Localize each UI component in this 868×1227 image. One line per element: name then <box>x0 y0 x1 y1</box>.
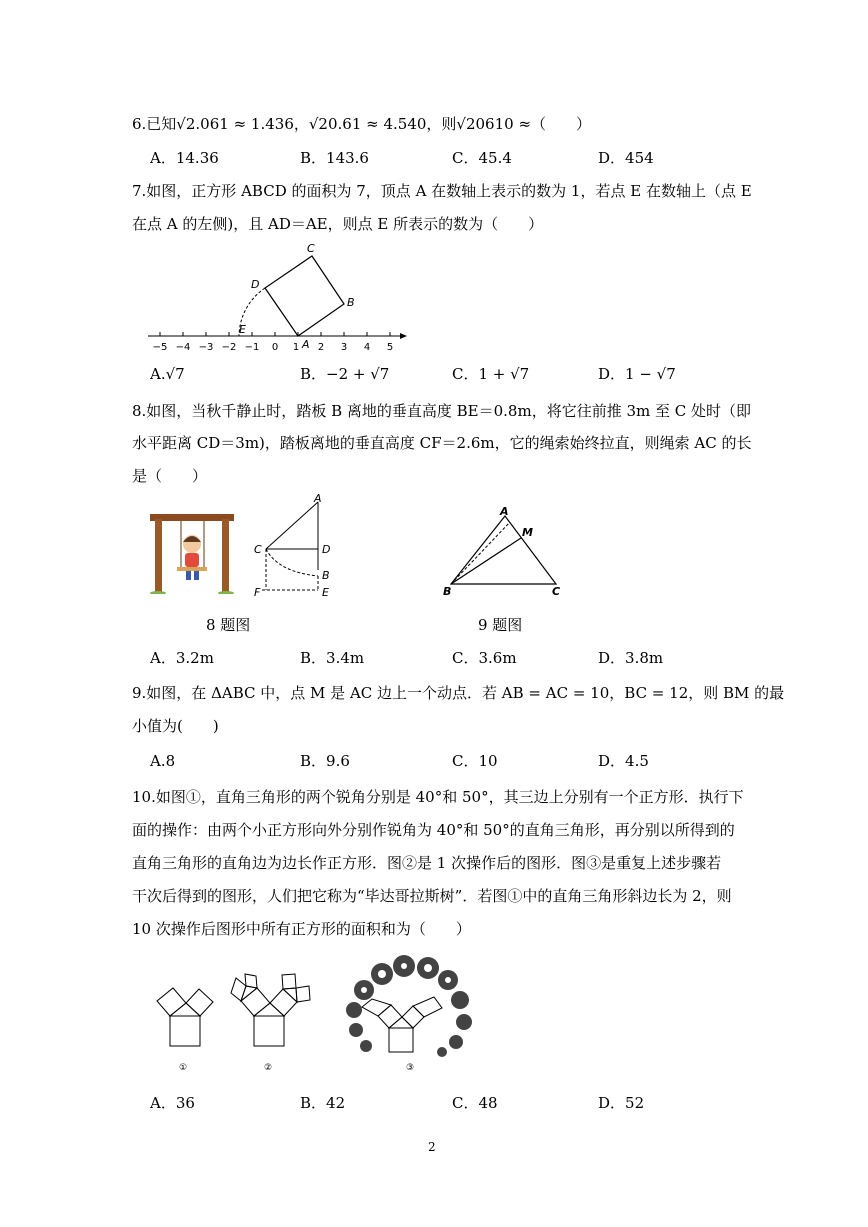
q9-option-b[interactable]: B．9.6 <box>300 752 350 770</box>
arc-c-to-b <box>266 549 318 576</box>
axis-arrow <box>400 333 407 339</box>
q8-line3: 是（ ） <box>132 467 208 485</box>
figure-1-label: ① <box>179 1063 188 1073</box>
tick-label: 2 <box>317 342 325 353</box>
point-d-label: D <box>322 543 331 556</box>
point-e-label: E <box>322 586 329 599</box>
square-abcd <box>265 256 344 336</box>
fig8-caption: 8 题图 <box>206 616 251 634</box>
q7-option-c[interactable]: C．1 + √7 <box>452 365 530 383</box>
q10-option-b[interactable]: B．42 <box>300 1094 346 1112</box>
tick-label: 4 <box>363 342 371 353</box>
q7-option-d[interactable]: D．1 − √7 <box>598 365 676 383</box>
tick-label: −3 <box>198 342 214 353</box>
tick-label: −5 <box>152 342 168 353</box>
q9-option-a[interactable]: A.8 <box>150 752 176 770</box>
q6-option-d[interactable]: D．454 <box>598 149 654 167</box>
swing-illustration <box>150 508 234 594</box>
q8-option-d[interactable]: D．3.8m <box>598 649 664 667</box>
q10-line5: 10 次操作后图形中所有正方形的面积和为（ ） <box>132 920 471 938</box>
page-number: 2 <box>428 1140 436 1154</box>
q9-option-d[interactable]: D．4.5 <box>598 752 649 770</box>
q8-option-a[interactable]: A．3.2m <box>150 649 214 667</box>
pythagoras-figure-1 <box>150 978 220 1074</box>
q8-option-c[interactable]: C．3.6m <box>452 649 517 667</box>
altitude-dashed <box>451 522 510 584</box>
q9-options <box>150 751 750 771</box>
axis-ticks <box>160 332 390 336</box>
point-f-label: F <box>254 586 261 599</box>
q7-options <box>150 364 750 384</box>
q9-line2: 小值为( ) <box>132 717 219 735</box>
q10-option-c[interactable]: C．48 <box>452 1094 498 1112</box>
q7-number-line-figure <box>145 236 410 360</box>
q7-line2: 在点 A 的左侧)，且 AD＝AE，则点 E 所表示的数为（ ） <box>132 215 544 233</box>
pythagoras-figure-3 <box>342 952 482 1076</box>
point-c-label: C <box>254 543 262 556</box>
segment-bm <box>451 538 521 584</box>
q6-option-b[interactable]: B．143.6 <box>300 149 369 167</box>
point-b-label: B <box>347 296 355 309</box>
point-m-label: M <box>522 526 533 539</box>
tick-label: −4 <box>175 342 191 353</box>
tick-label: 0 <box>271 342 279 353</box>
point-e-label: E <box>239 323 246 336</box>
q6-options <box>150 148 750 168</box>
point-a-label: A <box>302 338 310 351</box>
q9-triangle-figure <box>438 502 573 600</box>
q10-option-a[interactable]: A．36 <box>150 1094 195 1112</box>
q8-line1: 8.如图，当秋千静止时，踏板 B 离地的垂直高度 BE＝0.8m，将它往前推 3m 至 C 处时（即 <box>132 402 752 420</box>
fig9-caption: 9 题图 <box>478 616 523 634</box>
pythagoras-figure-2 <box>218 964 322 1074</box>
q8-geometry-figure <box>250 492 340 602</box>
point-c-label: C <box>307 242 315 255</box>
figure-3-label: ③ <box>406 1063 415 1073</box>
tick-label: 3 <box>340 342 348 353</box>
tick-label: 5 <box>386 342 394 353</box>
q10-option-d[interactable]: D．52 <box>598 1094 645 1112</box>
point-d-label: D <box>251 278 260 291</box>
q10-options <box>150 1093 750 1113</box>
point-b-label: B <box>443 585 452 598</box>
point-a-label: A <box>500 505 509 518</box>
point-b-label: B <box>322 569 330 582</box>
q7-line1: 7.如图，正方形 ABCD 的面积为 7，顶点 A 在数轴上表示的数为 1，若点 E 在数轴上（点 E <box>132 182 752 200</box>
q8-line2: 水平距离 CD＝3m)，踏板离地的垂直高度 CF＝2.6m，它的绳索始终拉直，则绳索 AC 的长 <box>132 434 752 452</box>
rope-ac <box>266 502 318 549</box>
point-c-label: C <box>552 585 561 598</box>
figure-2-label: ② <box>264 1063 273 1073</box>
q6-stem: 6.已知√2.061 ≈ 1.436，√20.61 ≈ 4.540，则√20610 ≈（ ） <box>132 115 592 133</box>
tick-label: −2 <box>221 342 237 353</box>
q6-option-a[interactable]: A．14.36 <box>150 149 219 167</box>
q9-option-c[interactable]: C．10 <box>452 752 498 770</box>
q8-options <box>150 648 750 668</box>
q10-line2: 面的操作：由两个小正方形向外分别作锐角为 40°和 50°的直角三角形，再分别以所得到的 <box>132 821 735 839</box>
q10-line1: 10.如图①，直角三角形的两个锐角分别是 40°和 50°，其三边上分别有一个正方形．执行下 <box>132 788 744 806</box>
tick-label: 1 <box>292 342 300 353</box>
q7-option-a[interactable]: A.√7 <box>150 365 185 383</box>
q8-option-b[interactable]: B．3.4m <box>300 649 365 667</box>
tick-label: −1 <box>244 342 260 353</box>
q9-line1: 9.如图，在 ΔABC 中，点 M 是 AC 边上一个动点．若 AB = AC = 10，BC = 12，则 BM 的最 <box>132 684 785 702</box>
point-a-label: A <box>314 492 322 505</box>
q6-option-c[interactable]: C．45.4 <box>452 149 512 167</box>
q10-line3: 直角三角形的直角边为边长作正方形．图②是 1 次操作后的图形．图③是重复上述步骤若 <box>132 854 722 872</box>
q7-option-b[interactable]: B．−2 + √7 <box>300 365 390 383</box>
q10-line4: 干次后得到的图形，人们把它称为“毕达哥拉斯树”．若图①中的直角三角形斜边长为 2，则 <box>132 887 732 905</box>
